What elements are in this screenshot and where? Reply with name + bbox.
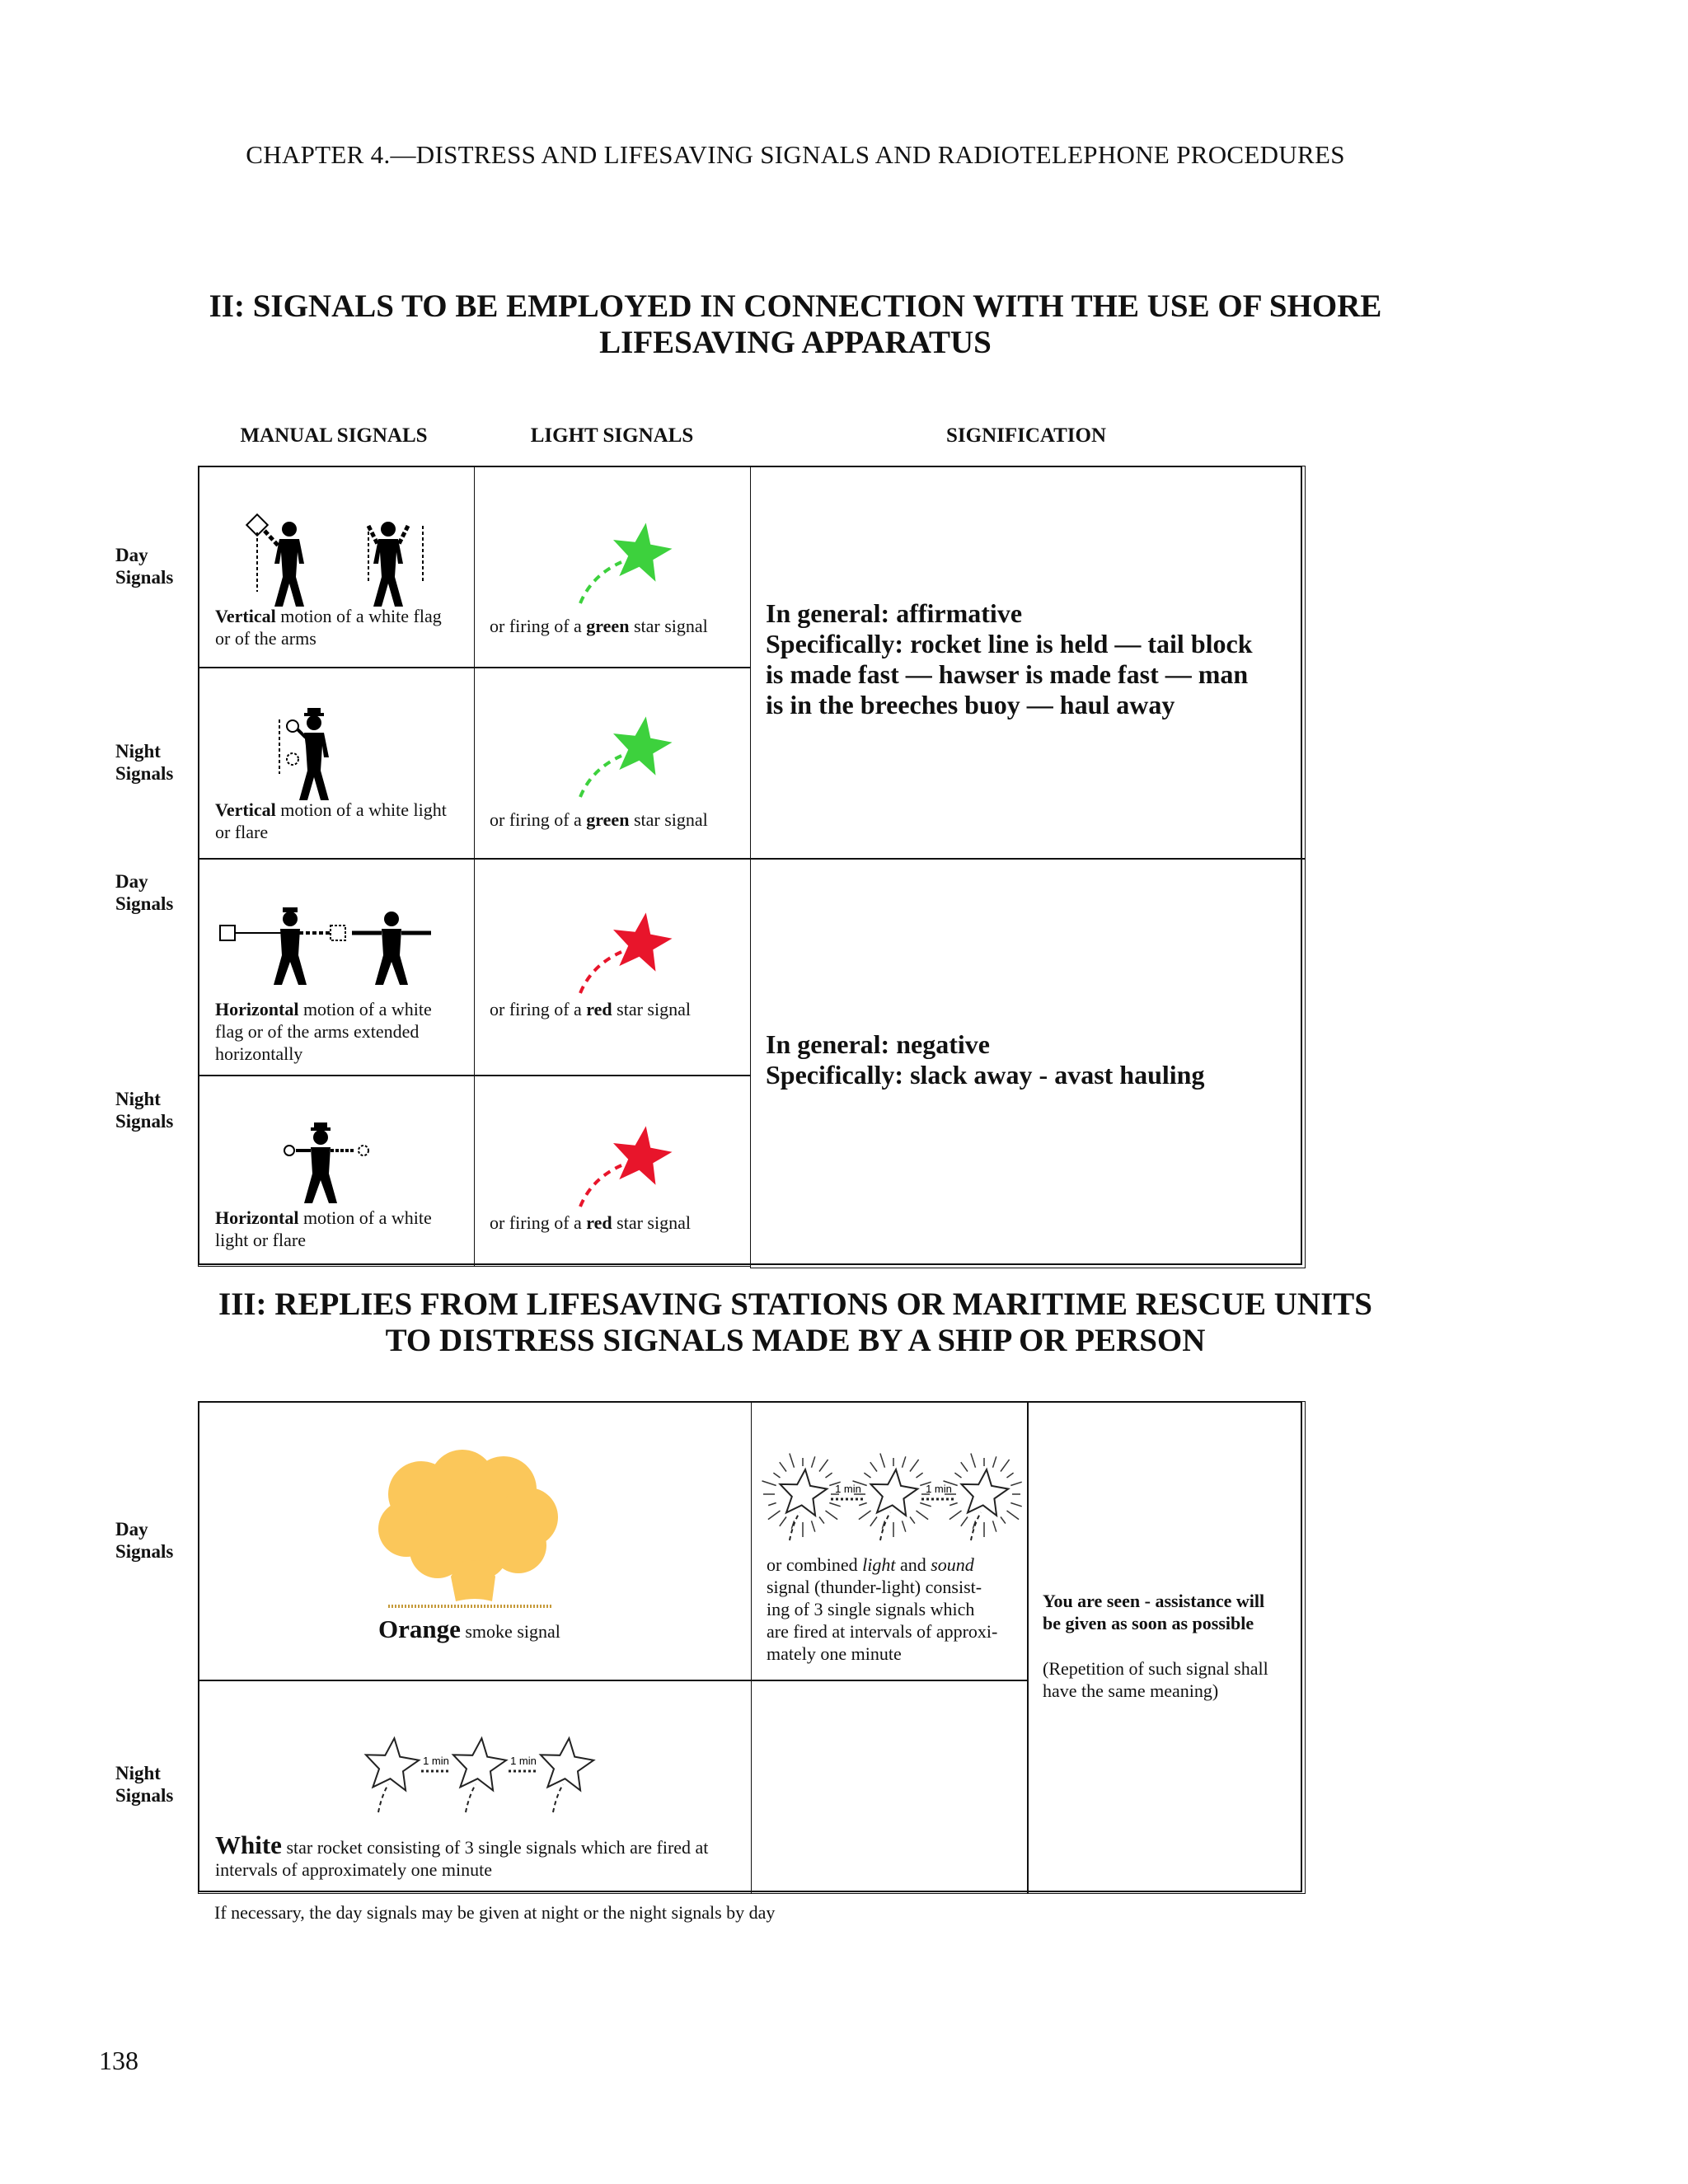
burst-ray — [762, 1481, 776, 1486]
signification-line: Specifically: rocket line is held — tail block — [766, 629, 1253, 658]
column-header-manual: MANUAL SIGNALS — [240, 424, 428, 447]
caption-text: or of the arms — [215, 628, 316, 649]
caption-text: are fired at intervals of approxi- — [767, 1621, 998, 1642]
signification-line: is made fast — hawser is made fast — man — [766, 659, 1249, 689]
burst-ray — [950, 1511, 962, 1520]
burst-ray — [917, 1511, 929, 1520]
row-label-text: Signals — [115, 1785, 174, 1806]
burst-ray — [859, 1503, 867, 1506]
row-label-night-1 — [115, 740, 173, 785]
running-head: CHAPTER 4.—DISTRESS AND LIFESAVING SIGNALS AND RADIOTELEPHONE PROCEDURES — [246, 140, 1345, 169]
manual-cell-vertical-day — [198, 466, 475, 668]
row-label-day-2 — [115, 870, 173, 915]
burst-ray — [993, 1521, 996, 1531]
caption-bold: Vertical — [215, 606, 276, 626]
burst-ray — [768, 1503, 776, 1506]
star-shape — [613, 716, 673, 775]
caption-text: and — [895, 1554, 931, 1575]
caption-text: motion of a white light — [275, 799, 447, 820]
repetition-note — [1043, 1657, 1268, 1702]
red-star-icon — [564, 1124, 679, 1215]
burst-ray — [812, 1521, 815, 1531]
column-header-light: LIGHT SIGNALS — [530, 424, 694, 447]
white-star-rockets-illustration — [355, 1730, 603, 1812]
light-cell-green-night — [474, 668, 751, 859]
you-are-seen-text — [1043, 1590, 1264, 1634]
burst-ray — [859, 1511, 871, 1520]
manual-caption — [215, 605, 467, 649]
white-star-shape — [541, 1738, 593, 1790]
light-caption — [490, 998, 691, 1020]
caption-text: or combined — [767, 1554, 863, 1575]
rocket-trail — [553, 1784, 563, 1812]
star-trail — [580, 756, 621, 797]
light-cell-red-night — [474, 1076, 751, 1267]
burst-ray — [993, 1456, 996, 1467]
signification-line: In general: negative — [766, 1029, 990, 1059]
row-label-text: Night — [115, 1763, 161, 1783]
section-3-title — [0, 1286, 1591, 1359]
burst-ray — [971, 1454, 976, 1468]
row-label-text: Signals — [115, 1111, 174, 1132]
replies-table — [198, 1401, 1302, 1892]
row-label-text: Night — [115, 741, 161, 762]
section-2-title-line2: LIFESAVING APPARATUS — [599, 325, 992, 360]
interval-label: 1 min — [423, 1755, 449, 1767]
burst-ray — [910, 1460, 919, 1472]
caption-text: star signal — [629, 616, 708, 636]
interval-label: 1 min — [510, 1755, 537, 1767]
caption-text: star signal — [612, 1212, 691, 1233]
row-label-day-3 — [115, 1518, 173, 1563]
white-star-rocket-cell — [198, 1680, 752, 1894]
burst-ray — [870, 1517, 877, 1526]
caption-bold: White — [215, 1830, 282, 1859]
burst-ray — [961, 1517, 968, 1526]
caption-text: star signal — [612, 999, 691, 1019]
light-caption — [490, 808, 708, 831]
burst-ray — [826, 1511, 838, 1520]
caption-text: or firing of a — [490, 999, 587, 1019]
burst-ray — [1001, 1460, 1010, 1472]
footnote: If necessary, the day signals may be given at night or the night signals by day — [214, 1902, 776, 1923]
section-3-title-line2: TO DISTRESS SIGNALS MADE BY A SHIP OR PERSON — [385, 1323, 1206, 1358]
burst-ray — [950, 1503, 958, 1506]
burst-ray — [780, 1462, 786, 1471]
caption-bold: green — [586, 809, 630, 830]
signification-line: Specifically: slack away - avast hauling — [766, 1060, 1205, 1090]
burst-ray — [819, 1460, 828, 1472]
burst-ray — [812, 1456, 815, 1467]
empty-cell — [751, 1680, 1029, 1894]
burst-ray — [773, 1473, 780, 1478]
caption-text: motion of a white flag — [275, 606, 442, 626]
meaning-line: be given as soon as possible — [1043, 1613, 1254, 1633]
caption-bold: red — [586, 1212, 612, 1233]
white-star-shape — [366, 1738, 419, 1790]
meaning-line: You are seen - assistance will — [1043, 1591, 1265, 1611]
white-star-shape — [781, 1469, 828, 1516]
row-label-text: Signals — [115, 1541, 174, 1562]
burst-ray — [920, 1503, 931, 1507]
rocket-trail — [466, 1784, 476, 1812]
burst-ray — [1010, 1503, 1021, 1507]
star-trail — [580, 562, 621, 603]
caption-text: mately one minute — [767, 1643, 902, 1664]
row-label-text: Day — [115, 871, 148, 892]
burst-ray — [819, 1517, 824, 1524]
manual-caption — [215, 1207, 467, 1251]
meaning-line: (Repetition of such signal shall — [1043, 1658, 1268, 1679]
caption-text: light or flare — [215, 1230, 306, 1250]
vertical-light-figure-illustration — [207, 708, 471, 807]
rocket-trail — [880, 1512, 890, 1540]
burst-ray — [826, 1473, 832, 1478]
burst-ray — [880, 1454, 885, 1468]
row-label-text: Night — [115, 1089, 161, 1109]
light-caption — [490, 1212, 691, 1234]
light-cell-red-day — [474, 859, 751, 1076]
green-star-icon — [564, 521, 679, 612]
page-number: 138 — [99, 2046, 138, 2075]
burst-ray — [790, 1454, 795, 1468]
row-label-text: Day — [115, 1519, 148, 1540]
burst-ray — [903, 1521, 906, 1531]
signification-negative — [750, 859, 1306, 1268]
burst-ray — [961, 1462, 968, 1471]
smoke-caption — [378, 1615, 560, 1644]
burst-ray — [1001, 1517, 1006, 1524]
star-shape — [613, 912, 673, 971]
rocket-trail — [790, 1512, 799, 1540]
caption-text: or flare — [215, 822, 269, 842]
negative-text — [766, 1029, 1204, 1090]
row-label-text: Signals — [115, 763, 174, 784]
white-star-shape — [453, 1738, 506, 1790]
burst-ray — [917, 1473, 923, 1478]
caption-text: star signal — [629, 809, 708, 830]
burst-ray — [903, 1456, 906, 1467]
section-2-title — [0, 288, 1591, 361]
caption-text: horizontally — [215, 1043, 303, 1064]
signals-table — [198, 466, 1302, 1265]
caption-italic: sound — [931, 1554, 974, 1575]
burst-ray — [870, 1462, 877, 1471]
smoke-cloud-shape — [378, 1450, 558, 1601]
row-label-day-1 — [115, 544, 173, 588]
caption-bold: Vertical — [215, 799, 276, 820]
caption-bold: Horizontal — [215, 1207, 299, 1228]
manual-cell-horizontal-day — [198, 859, 475, 1076]
green-star-icon — [564, 715, 679, 805]
section-2-title-line1: II: SIGNALS TO BE EMPLOYED IN CONNECTION WITH THE USE OF SHORE — [209, 288, 1382, 324]
caption-text: or firing of a — [490, 616, 587, 636]
burst-ray — [864, 1473, 870, 1478]
row-label-night-3 — [115, 1762, 173, 1807]
manual-caption — [215, 799, 467, 843]
section-3-title-line1: III: REPLIES FROM LIFESAVING STATIONS OR MARITIME RESCUE UNITS — [218, 1286, 1372, 1322]
manual-caption — [215, 998, 467, 1065]
burst-ray — [829, 1503, 840, 1507]
caption-text: flag or of the arms extended — [215, 1021, 420, 1042]
smoke-signal-cell — [198, 1401, 752, 1681]
thunder-caption — [767, 1554, 997, 1665]
affirmative-text — [766, 598, 1253, 720]
caption-text: motion of a white — [298, 999, 432, 1019]
caption-text: star rocket consisting of 3 single signals which are fired at — [281, 1837, 709, 1858]
star-shape — [613, 1126, 673, 1184]
column-header-signification: SIGNIFICATION — [945, 424, 1107, 447]
white-star-shape — [871, 1469, 918, 1516]
caption-text: or firing of a — [490, 809, 587, 830]
row-label-night-2 — [115, 1088, 173, 1132]
signification-line: In general: affirmative — [766, 598, 1023, 628]
caption-bold: Horizontal — [215, 999, 299, 1019]
caption-text: or firing of a — [490, 1212, 587, 1233]
caption-bold: Orange — [378, 1615, 461, 1643]
burst-ray — [1007, 1511, 1020, 1520]
caption-text: signal (thunder-light) consist- — [767, 1577, 982, 1597]
white-rocket-caption — [215, 1830, 709, 1881]
meaning-line: have the same meaning) — [1043, 1680, 1219, 1701]
row-label-text: Signals — [115, 893, 174, 914]
light-cell-green-day — [474, 466, 751, 668]
burst-ray — [768, 1511, 781, 1520]
caption-bold: red — [586, 999, 612, 1019]
thunder-light-cell — [751, 1401, 1029, 1681]
burst-ray — [1007, 1473, 1014, 1478]
caption-text: intervals of approximately one minute — [215, 1859, 493, 1880]
signification-line: is in the breeches buoy — haul away — [766, 690, 1175, 719]
manual-cell-horizontal-night — [198, 1076, 475, 1267]
interval-label: 1 min — [835, 1483, 861, 1495]
signification-affirmative — [750, 466, 1306, 859]
row-label-text: Day — [115, 545, 148, 565]
star-trail — [580, 1165, 621, 1207]
burst-ray — [954, 1473, 961, 1478]
caption-italic: light — [862, 1554, 896, 1575]
star-trail — [580, 952, 621, 993]
red-star-icon — [564, 911, 679, 1001]
light-caption — [490, 615, 708, 637]
interval-label: 1 min — [926, 1483, 952, 1495]
burst-ray — [1010, 1482, 1021, 1485]
burst-ray — [910, 1517, 915, 1524]
caption-bold: green — [586, 616, 630, 636]
thunder-light-stars-illustration — [762, 1456, 1025, 1547]
you-are-seen-cell — [1027, 1401, 1306, 1894]
caption-text: ing of 3 single signals which — [767, 1599, 975, 1619]
row-label-text: Signals — [115, 567, 174, 588]
orange-smoke-illustration — [372, 1453, 586, 1618]
rocket-trail — [378, 1784, 388, 1812]
star-shape — [613, 523, 673, 581]
burst-ray — [780, 1517, 786, 1526]
rocket-trail — [971, 1512, 981, 1540]
caption-text: motion of a white — [298, 1207, 432, 1228]
manual-cell-vertical-night — [198, 668, 475, 859]
white-star-shape — [962, 1469, 1009, 1516]
caption-text: smoke signal — [460, 1621, 560, 1642]
